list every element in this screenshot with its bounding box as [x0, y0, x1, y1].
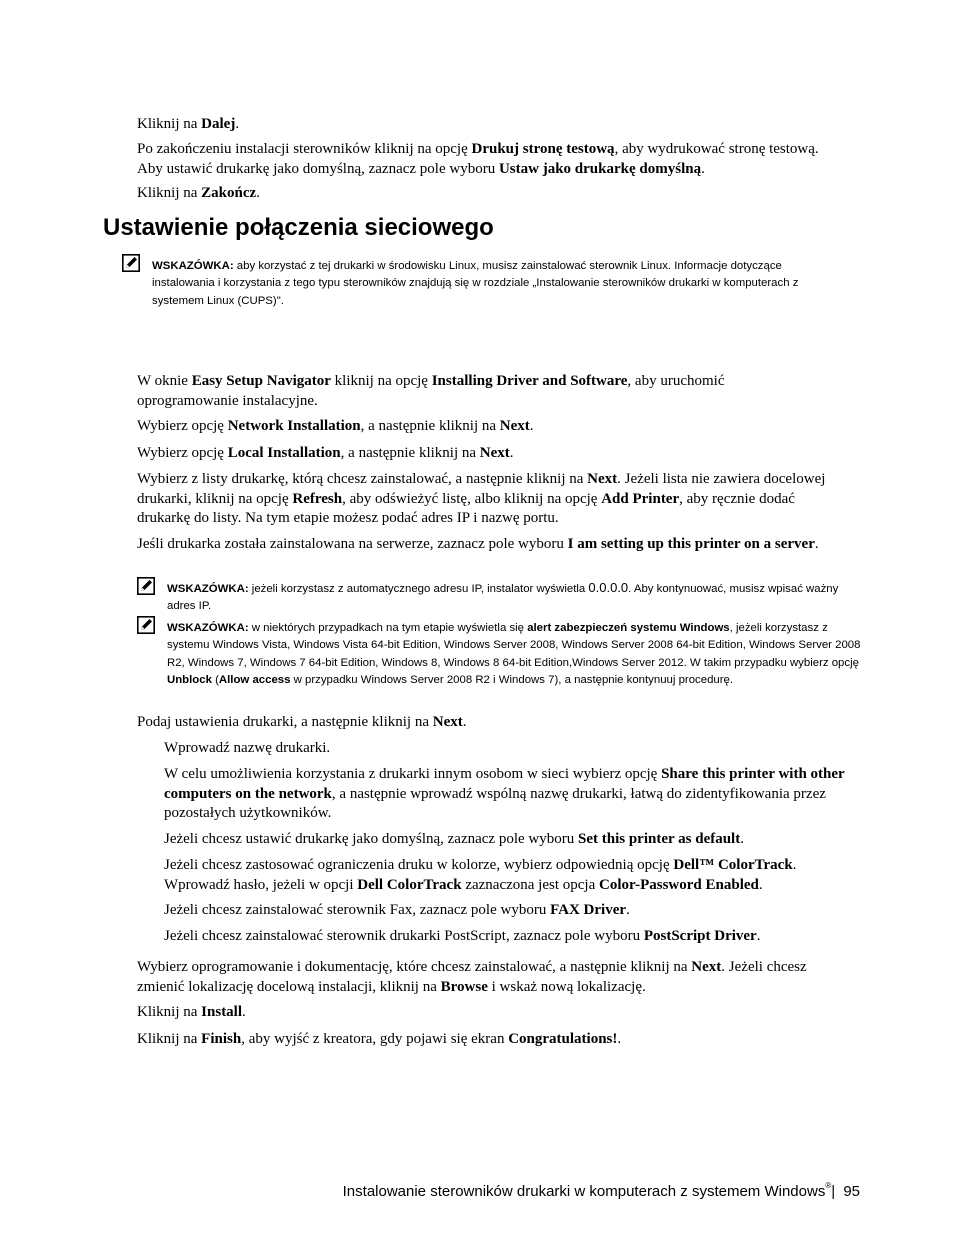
step-network-installation: Wybierz opcję Network Installation, a następnie kliknij na Next.	[137, 418, 534, 434]
step-select-software: Wybierz oprogramowanie i dokumentację, które chcesz zainstalować, a następnie kliknij na Next. Jeżeli chcesz zmienić lokalizację docelową instalacji, kliknij na Browse i wskaż nową lokalizację.	[137, 959, 807, 995]
footer-registered-mark: ®	[825, 1181, 832, 1190]
step-local-installation: Wybierz opcję Local Installation, a następnie kliknij na Next.	[137, 445, 514, 461]
step-install: Kliknij na Install.	[137, 1004, 246, 1020]
footer-title: Instalowanie sterowników drukarki w komputerach z systemem Windows	[342, 1183, 826, 1200]
footer-separator: |	[831, 1183, 840, 1200]
substep-fax-driver: Jeżeli chcesz zainstalować sterownik Fax, zaznacz pole wyboru FAX Driver.	[164, 902, 630, 918]
step-server-checkbox: Jeśli drukarka została zainstalowana na serwerze, zaznacz pole wyboru I am setting up this printer on a server.	[137, 536, 819, 552]
note-auto-ip: WSKAZÓWKA: jeżeli korzystasz z automatycznego adresu IP, instalator wyświetla 0.0.0.0. Aby kontynuować, musisz wpisać ważny adres IP.	[167, 580, 839, 613]
note-pencil-icon	[137, 616, 155, 634]
step-printer-settings: Podaj ustawienia drukarki, a następnie kliknij na Next.	[137, 714, 467, 730]
note-pencil-icon	[122, 254, 140, 272]
page-number: 95	[843, 1183, 860, 1200]
page-footer	[343, 1175, 860, 1203]
substep-colortrack: Jeżeli chcesz zastosować ograniczenia druku w kolorze, wybierz odpowiednią opcję Dell™ ColorTrack. Wprowadź hasło, jeżeli w opcji Dell ColorTrack zaznaczona jest opcja Color-Password Enabled.	[164, 857, 797, 893]
substep-postscript-driver: Jeżeli chcesz zainstalować sterownik drukarki PostScript, zaznacz pole wyboru PostScript Driver.	[164, 928, 761, 944]
step-select-printer: Wybierz z listy drukarkę, którą chcesz zainstalować, a następnie kliknij na Next. Jeżeli lista nie zawiera docelowej drukarki, kliknij na opcję Refresh, aby odświeżyć listę, albo kliknij na opcję Add Printer, aby ręcznie dodać drukarkę do listy. Na tym etapie możesz podać adres IP i nazwę portu.	[137, 471, 826, 526]
note-pencil-icon	[137, 577, 155, 595]
section-heading: Ustawienie połączenia sieciowego	[103, 214, 494, 241]
step-click-next: Kliknij na Dalej.	[137, 116, 240, 132]
step-easy-setup-navigator: W oknie Easy Setup Navigator kliknij na opcję Installing Driver and Software, aby uruchomić oprogramowanie instalacyjne.	[137, 373, 725, 409]
substep-set-default: Jeżeli chcesz ustawić drukarkę jako domyślną, zaznacz pole wyboru Set this printer as default.	[164, 831, 744, 847]
note-security-alert: WSKAZÓWKA: w niektórych przypadkach na tym etapie wyświetla się alert zabezpieczeń systemu Windows, jeżeli korzystasz z systemu Windows Vista, Windows Vista 64-bit Edition, Windows Server 2008, Windows Server 2008 64-bit Edition, Windows Server 2008 R2, Windows 7, Windows 7 64-bit Edition, Windows 8, Windows 8 64-bit Edition,Windows Server 2012. W takim przypadku wybierz opcję Unblock (Allow access w przypadku Windows Server 2008 R2 i Windows 7), a następnie kontynuuj procedurę.	[167, 622, 861, 686]
step-finish: Kliknij na Finish, aby wyjść z kreatora, gdy pojawi się ekran Congratulations!.	[137, 1031, 622, 1047]
substep-share-printer: W celu umożliwienia korzystania z drukarki innym osobom w sieci wybierz opcję Share this printer with other computers on the network, a następnie wprowadź wspólną nazwę drukarki, łatwą do zidentyfikowania przez pozostałych użytkowników.	[164, 766, 845, 821]
note-linux: WSKAZÓWKA: aby korzystać z tej drukarki w środowisku Linux, musisz zainstalować sterownik Linux. Informacje dotyczące instalowania i korzystania z tego typu sterowników znajdują się w rozdziale „Instalowanie sterowników drukarki w komputerach z systemem Linux (CUPS)".	[152, 260, 799, 307]
step-print-test-page: Po zakończeniu instalacji sterowników kliknij na opcję Drukuj stronę testową, aby wydrukować stronę testową. Aby ustawić drukarkę jako domyślną, zaznacz pole wyboru Ustaw jako drukarkę domyślną.	[137, 141, 819, 177]
substep-printer-name: Wprowadź nazwę drukarki.	[164, 740, 331, 756]
step-click-finish: Kliknij na Zakończ.	[137, 185, 260, 201]
